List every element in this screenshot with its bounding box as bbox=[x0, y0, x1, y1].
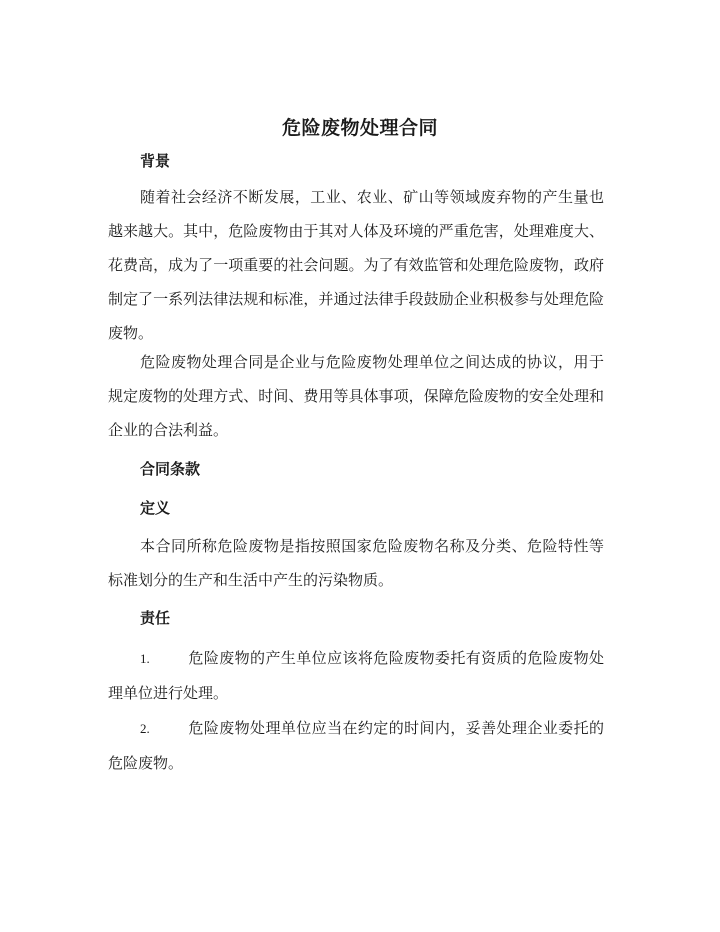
section-heading-background: 背景 bbox=[140, 152, 171, 170]
list-item-text: 危险废物的产生单位应该将危险废物委托有资质的危险废物处理单位进行处理。 bbox=[108, 649, 604, 702]
document-title: 危险废物处理合同 bbox=[281, 117, 438, 139]
subheading-definition: 定义 bbox=[140, 499, 171, 517]
definition-paragraph: 本合同所称危险废物是指按照国家危险废物名称及分类、危险特性等标准划分的生产和生活中产生的污染物质。 bbox=[108, 537, 604, 589]
list-item-text: 危险废物处理单位应当在约定的时间内，妥善处理企业委托的危险废物。 bbox=[108, 719, 604, 772]
subheading-responsibility: 责任 bbox=[140, 609, 171, 627]
list-item bbox=[108, 711, 604, 780]
list-item bbox=[108, 641, 604, 710]
list-item-number: 2. bbox=[140, 721, 150, 736]
background-paragraph-2: 危险废物处理合同是企业与危险废物处理单位之间达成的协议，用于规定废物的处理方式、时间、费用等具体事项，保障危险废物的安全处理和企业的合法利益。 bbox=[108, 353, 604, 439]
section-heading-terms: 合同条款 bbox=[140, 460, 201, 478]
list-item-number: 1. bbox=[140, 651, 150, 666]
background-paragraph-1: 随着社会经济不断发展，工业、农业、矿山等领域废弃物的产生量也越来越大。其中，危险废物由于其对人体及环境的严重危害，处理难度大、花费高，成为了一项重要的社会问题。为了有效监管和处理危险废物，政府制定了一系列法律法规和标准，并通过法律手段鼓励企业积极参与处理危险废物。 bbox=[108, 188, 604, 342]
